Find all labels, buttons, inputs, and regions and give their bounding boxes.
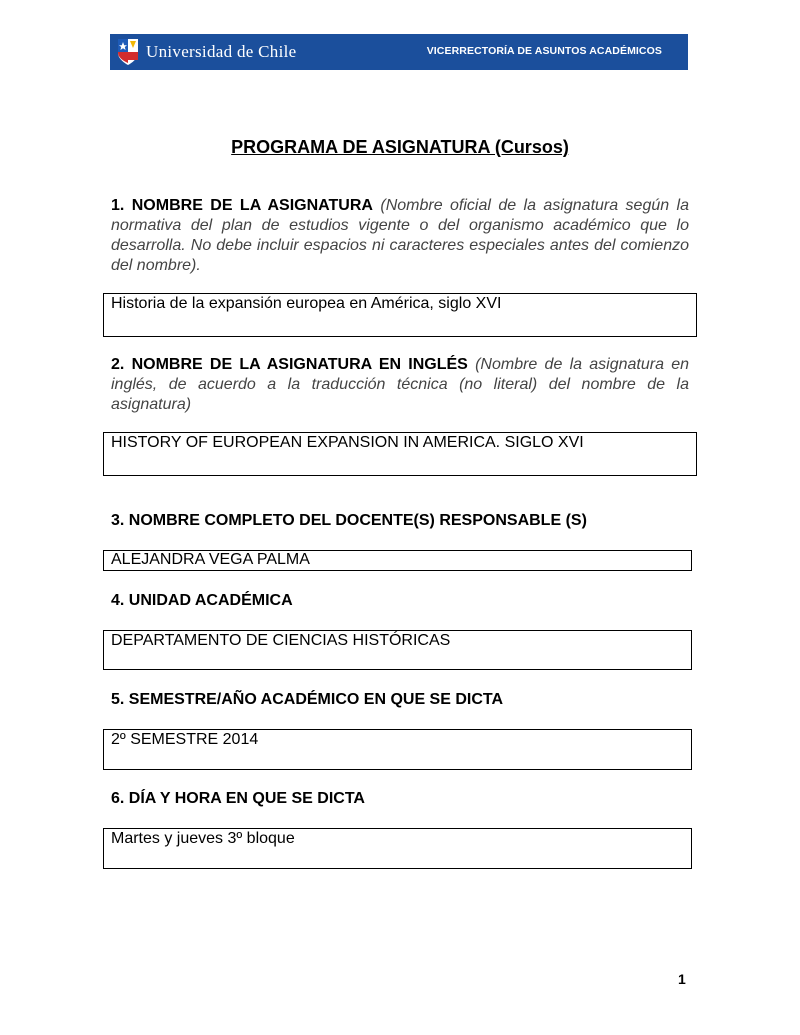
section-5-title: 5. SEMESTRE/AÑO ACADÉMICO EN QUE SE DICTA <box>111 691 504 708</box>
university-name: Universidad de Chile <box>146 42 297 61</box>
university-crest-icon <box>116 37 140 67</box>
section-2-heading <box>111 355 689 415</box>
section-2-title: 2. NOMBRE DE LA ASIGNATURA EN INGLÉS <box>111 356 468 373</box>
section-1-value: Historia de la expansión europea en América, siglo XVI <box>111 295 502 312</box>
section-6-title: 6. DÍA Y HORA EN QUE SE DICTA <box>111 790 365 807</box>
section-6-heading <box>111 789 689 809</box>
document-title: PROGRAMA DE ASIGNATURA (Cursos) <box>231 137 569 157</box>
section-3-value: ALEJANDRA VEGA PALMA <box>111 551 310 568</box>
section-3-value-box <box>103 550 692 571</box>
vicerrectoria-label: VICERRECTORÍA DE ASUNTOS ACADÉMICOS <box>426 45 662 57</box>
section-4-title: 4. UNIDAD ACADÉMICA <box>111 592 293 609</box>
section-6-value-box <box>103 828 692 869</box>
section-2-value-box <box>103 432 697 476</box>
section-2-description: (Nombre de la asignatura en inglés, de acuerdo a la traducción técnica (no literal) del nombre de la asignatura) <box>111 356 689 413</box>
section-5-value-box <box>103 729 692 770</box>
section-3-heading <box>111 511 689 531</box>
section-1-heading <box>111 196 689 276</box>
section-3-title: 3. NOMBRE COMPLETO DEL DOCENTE(S) RESPONSABLE (S) <box>111 512 587 529</box>
section-1-title: 1. NOMBRE DE LA ASIGNATURA <box>111 197 373 214</box>
section-2-value: HISTORY OF EUROPEAN EXPANSION IN AMERICA. SIGLO XVI <box>111 434 584 451</box>
page-number: 1 <box>678 971 686 987</box>
section-6-value: Martes y jueves 3º bloque <box>111 830 295 847</box>
section-1-description: (Nombre oficial de la asignatura según la normativa del plan de estudios vigente o del organismo académico que lo desarrolla. No debe incluir espacios ni caracteres especiales antes del comienzo del nombre). <box>111 197 690 274</box>
header-banner <box>110 34 688 70</box>
section-4-value-box <box>103 630 692 670</box>
section-1-value-box <box>103 293 697 337</box>
section-5-heading <box>111 690 689 710</box>
section-5-value: 2º SEMESTRE 2014 <box>111 731 259 748</box>
section-4-value: DEPARTAMENTO DE CIENCIAS HISTÓRICAS <box>111 632 451 649</box>
section-4-heading <box>111 591 689 611</box>
